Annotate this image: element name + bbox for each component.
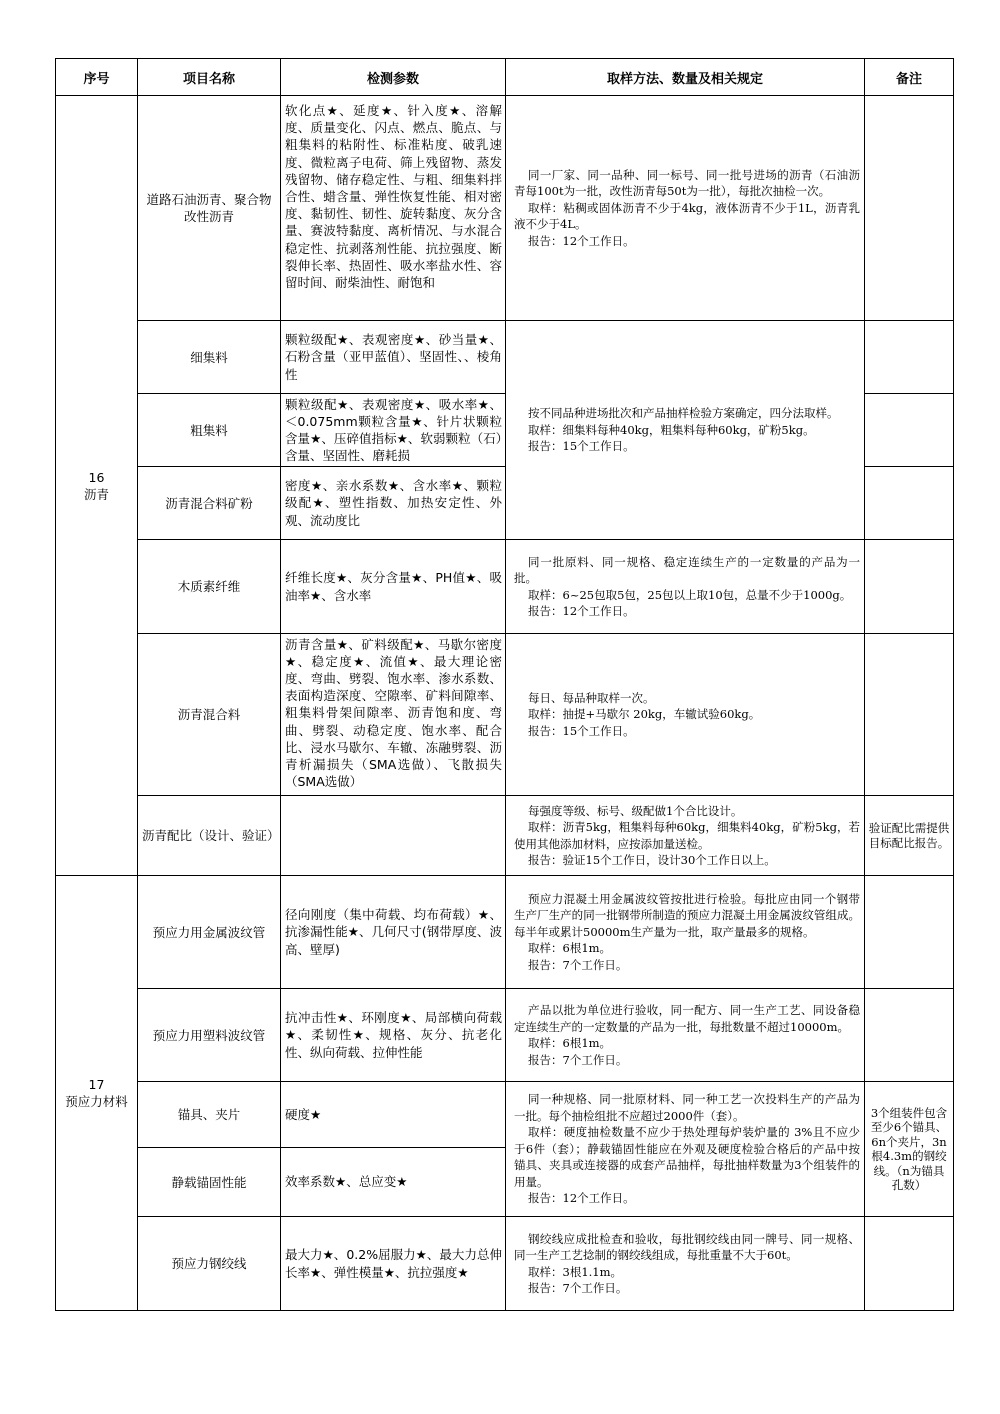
group-name: 沥青 (83, 486, 109, 502)
sampling-cell (506, 321, 865, 540)
params-cell: 抗冲击性★、环刚度★、局部横向荷载★、柔韧性★、规格、灰分、抗老化性、纵向荷载、拉伸性能 (281, 989, 506, 1082)
params-cell (281, 634, 506, 796)
sampling-line: 报告：验证15个工作日，设计30个工作日以上。 (528, 853, 776, 867)
params-text: 颗粒级配★、表观密度★、吸水率★、＜0.075mm颗粒含量★、针片状颗粒含量★、压碎值指标★、软弱颗粒（石）含量、坚固性、磨耗损 (285, 396, 502, 464)
header-row (56, 59, 954, 96)
sampling-line: 同一批原料、同一规格、稳定连续生产的一定数量的产品为一批。 (514, 554, 860, 585)
sampling-cell (506, 1082, 865, 1217)
item-name: 道路石油沥青、聚合物改性沥青 (138, 96, 281, 321)
sampling-line: 每日、每品种取样一次。 (528, 690, 655, 705)
remark-cell (865, 540, 954, 634)
params-text: 软化点★、延度★、针入度★、溶解度、质量变化、闪点、燃点、脆点、与粗集料的粘附性、标准粘度、破乳速度、微粒离子电荷、筛上残留物、蒸发残留物、储存稳定性、与粗、细集料拌合性、蜡含量、弹性恢复性能、相对密度、黏韧性、韧性、旋转黏度、灰分含量、赛波特黏度、离析情况、与水混合稳定性、抗剥落剂性能、抗拉强度、断裂伸长率、热固性、吸水率盐水性、容留时间、耐柴油性、耐饱和 (285, 103, 502, 291)
item-name: 预应力用金属波纹管 (138, 876, 281, 989)
sampling-cell (506, 989, 865, 1082)
sampling-line: 取样：6~25包取5包，25包以上取10包，总量不少于1000g。 (528, 587, 852, 602)
group-name: 预应力材料 (65, 1094, 128, 1109)
sampling-cell (506, 876, 865, 989)
table-row (56, 989, 954, 1082)
table-row (56, 540, 954, 634)
sampling-line: 取样：沥青5kg，粗集料每种60kg，细集料40kg，矿粉5kg，若使用其他添加材料，应按添加量送检。 (514, 820, 860, 851)
sampling-line: 预应力混凝土用金属波纹管按批进行检验。每批应由同一个钢带生产厂生产的同一批钢带所制造的预应力混凝土用金属波纹管组成。每半年或累计50000m生产量为一批，取产量最多的规格。 (514, 891, 860, 939)
params-cell (281, 394, 506, 467)
item-name: 锚具、夹片 (138, 1082, 281, 1148)
item-name: 粗集料 (138, 394, 281, 467)
inspection-table (55, 58, 954, 1311)
item-name: 静载锚固性能 (138, 1148, 281, 1217)
sampling-line: 报告：12个工作日。 (528, 604, 635, 618)
params-cell: 硬度★ (281, 1082, 506, 1148)
header-item: 项目名称 (138, 59, 281, 96)
sampling-line: 报告：12个工作日。 (528, 1191, 635, 1206)
item-name: 沥青混合料矿粉 (138, 467, 281, 540)
sampling-line: 取样：3根1.1m。 (528, 1264, 623, 1279)
group-seq-cell (56, 96, 138, 876)
table-row (56, 1082, 954, 1148)
remark-cell (865, 989, 954, 1082)
group-seq-cell (56, 876, 138, 1311)
header-remark: 备注 (865, 59, 954, 96)
table-row (56, 634, 954, 796)
sampling-line: 同一种规格、同一批原材料、同一种工艺一次投料生产的产品为一批。每个抽检组批不应超过2000件（套）。 (514, 1092, 860, 1123)
sampling-line: 同一厂家、同一品种、同一标号、同一批号进场的沥青（石油沥青每100t为一批，改性沥青每50t为一批），每批次抽检一次。 (514, 167, 860, 199)
remark-cell: 验证配比需提供目标配比报告。 (865, 796, 954, 876)
params-text: 密度★、亲水系数★、含水率★、颗粒级配★、塑性指数、加热安定性、外观、流动度比 (285, 478, 502, 528)
sampling-line: 报告：7个工作日。 (528, 957, 628, 972)
sampling-cell (506, 1217, 865, 1311)
sampling-line: 取样：粘稠或固体沥青不少于4kg，液体沥青不少于1L，沥青乳液不少于4L。 (514, 200, 860, 232)
sampling-cell (506, 96, 865, 321)
sampling-line: 取样：硬度抽检数量不应少于热处理每炉装炉量的 3%且不应少于6件（套）；静载锚固性能应在外观及硬度检验合格后的产品中按锚具、夹具或连接器的成套产品抽样，每批抽样数量为3个组装件的用量。 (514, 1125, 860, 1189)
item-name: 沥青混合料 (138, 634, 281, 796)
remark-cell (865, 394, 954, 467)
sampling-line: 报告：7个工作日。 (528, 1052, 628, 1067)
table-row (56, 321, 954, 394)
sampling-line: 报告：15个工作日。 (528, 723, 635, 738)
params-text: 沥青含量★、矿料级配★、马歇尔密度★、稳定度★、流值★、最大理论密度、弯曲、劈裂、饱水率、渗水系数、表面构造深度、空隙率、矿料间隙率、粗集料骨架间隙率、沥青饱和度、弯曲、劈裂、动稳定度、饱水率、配合比、浸水马歇尔、车辙、冻融劈裂、沥青析漏损失（SMA选做）、飞散损失（SMA选做） (285, 636, 502, 790)
sampling-line: 取样：6根1m。 (528, 941, 612, 956)
params-cell (281, 321, 506, 394)
sampling-line: 产品以批为单位进行验收，同一配方、同一生产工艺、同设备稳定连续生产的一定数量的产品为一批，每批数量不超过10000m。 (514, 1003, 860, 1034)
table-row (56, 1217, 954, 1311)
header-params: 检测参数 (281, 59, 506, 96)
params-cell (281, 96, 506, 321)
remark-cell (865, 1217, 954, 1311)
sampling-line: 取样：抽提+马歇尔 20kg，车辙试验60kg。 (528, 707, 761, 722)
params-text: 颗粒级配★、表观密度★、砂当量★、石粉含量（亚甲蓝值）、坚固性、、棱角性 (285, 332, 502, 382)
params-text: 纤维长度★、灰分含量★、PH值★、吸油率★、含水率 (285, 570, 502, 603)
item-name: 木质素纤维 (138, 540, 281, 634)
sampling-cell (506, 540, 865, 634)
item-name: 预应力用塑料波纹管 (138, 989, 281, 1082)
header-seq: 序号 (56, 59, 138, 96)
group-seq: 17 (88, 1077, 105, 1092)
remark-cell: 3个组装件包含至少6个锚具、6n个夹片，3n根4.3m的钢绞线。（n为锚具孔数） (865, 1082, 954, 1217)
header-sampling: 取样方法、数量及相关规定 (506, 59, 865, 96)
remark-cell (865, 467, 954, 540)
table-row (56, 96, 954, 321)
params-cell (281, 467, 506, 540)
sampling-line: 钢绞线应成批检查和验收，每批钢绞线由同一牌号、同一规格、同一生产工艺捻制的钢绞线组成，每批重量不大于60t。 (514, 1231, 860, 1262)
remark-cell (865, 876, 954, 989)
table-row (56, 796, 954, 876)
params-cell: 效率系数★、总应变★ (281, 1148, 506, 1217)
remark-cell (865, 634, 954, 796)
sampling-line: 每强度等级、标号、级配做1个合比设计。 (528, 803, 743, 818)
item-name: 沥青配比（设计、验证） (138, 796, 281, 876)
params-cell (281, 796, 506, 876)
remark-cell (865, 321, 954, 394)
sampling-cell (506, 796, 865, 876)
params-cell (281, 540, 506, 634)
sampling-line: 报告：7个工作日。 (528, 1281, 628, 1295)
sampling-line: 取样：6根1m。 (528, 1036, 612, 1050)
sampling-line: 报告：12个工作日。 (528, 233, 635, 248)
group-seq: 16 (88, 469, 105, 485)
item-name: 预应力钢绞线 (138, 1217, 281, 1311)
sampling-line: 取样：细集料每种40kg，粗集料每种60kg，矿粉5kg。 (528, 422, 815, 437)
sampling-line: 按不同品种进场批次和产品抽样检验方案确定，四分法取样。 (528, 406, 839, 421)
params-cell: 最大力★、0.2%屈服力★、最大力总伸长率★、弹性模量★、抗拉强度★ (281, 1217, 506, 1311)
sampling-cell (506, 634, 865, 796)
remark-cell (865, 96, 954, 321)
table-row (56, 876, 954, 989)
params-cell: 径向刚度（集中荷载、均布荷载）★、抗渗漏性能★、几何尺寸(钢带厚度、波高、壁厚) (281, 876, 506, 989)
item-name: 细集料 (138, 321, 281, 394)
sampling-line: 报告：15个工作日。 (528, 439, 635, 454)
